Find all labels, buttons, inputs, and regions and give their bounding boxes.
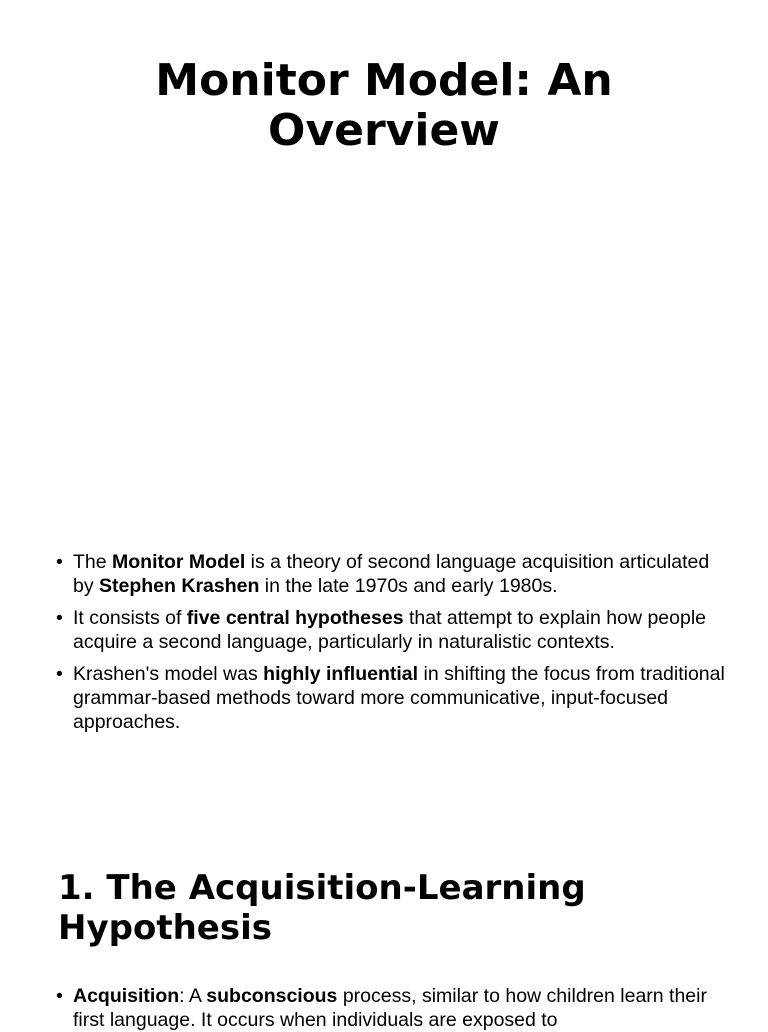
bullet-text: It consists of — [73, 607, 187, 629]
bullet-emphasis: five central hypotheses — [186, 607, 404, 629]
bullet-emphasis: Monitor Model — [112, 551, 246, 573]
bullet-text: Krashen's model was — [73, 663, 264, 685]
bullet-item — [56, 550, 726, 598]
slide-title-line-1: Monitor Model: An — [155, 55, 613, 106]
section-heading-line-1: 1. The Acquisition-Learning — [58, 868, 586, 908]
overview-bullet-list — [56, 550, 726, 742]
bullet-marker: • — [56, 551, 63, 573]
bullet-item — [56, 984, 726, 1032]
bullet-emphasis: highly influential — [263, 663, 419, 685]
bullet-emphasis: Acquisition — [73, 985, 180, 1007]
bullet-item — [56, 606, 726, 654]
section-bullet-list — [56, 984, 726, 1032]
section-heading-line-2: Hypothesis — [58, 908, 272, 948]
bullet-text: : A — [179, 985, 207, 1007]
bullet-text: in the late 1970s and early 1980s. — [259, 575, 558, 597]
bullet-text: that attempt to explain how people acquire a second language, particularly in naturalistic contexts. — [73, 607, 706, 653]
slide-title — [0, 56, 768, 156]
bullet-emphasis: subconscious — [206, 985, 338, 1007]
slide-title-line-2: Overview — [268, 105, 500, 156]
bullet-text: is a theory of second language acquisition articulated by — [73, 551, 710, 597]
bullet-marker: • — [56, 663, 63, 685]
bullet-text: process, similar to how children learn their first language. It occurs when individuals are exposed to — [73, 985, 707, 1031]
bullet-text: in shifting the focus from traditional grammar-based methods toward more communicative, input-focused approaches. — [73, 663, 725, 733]
bullet-marker: • — [56, 985, 63, 1007]
section-heading — [58, 868, 738, 948]
bullet-item — [56, 662, 726, 734]
bullet-marker: • — [56, 607, 63, 629]
bullet-emphasis: Stephen Krashen — [99, 575, 260, 597]
bullet-text: The — [73, 551, 113, 573]
